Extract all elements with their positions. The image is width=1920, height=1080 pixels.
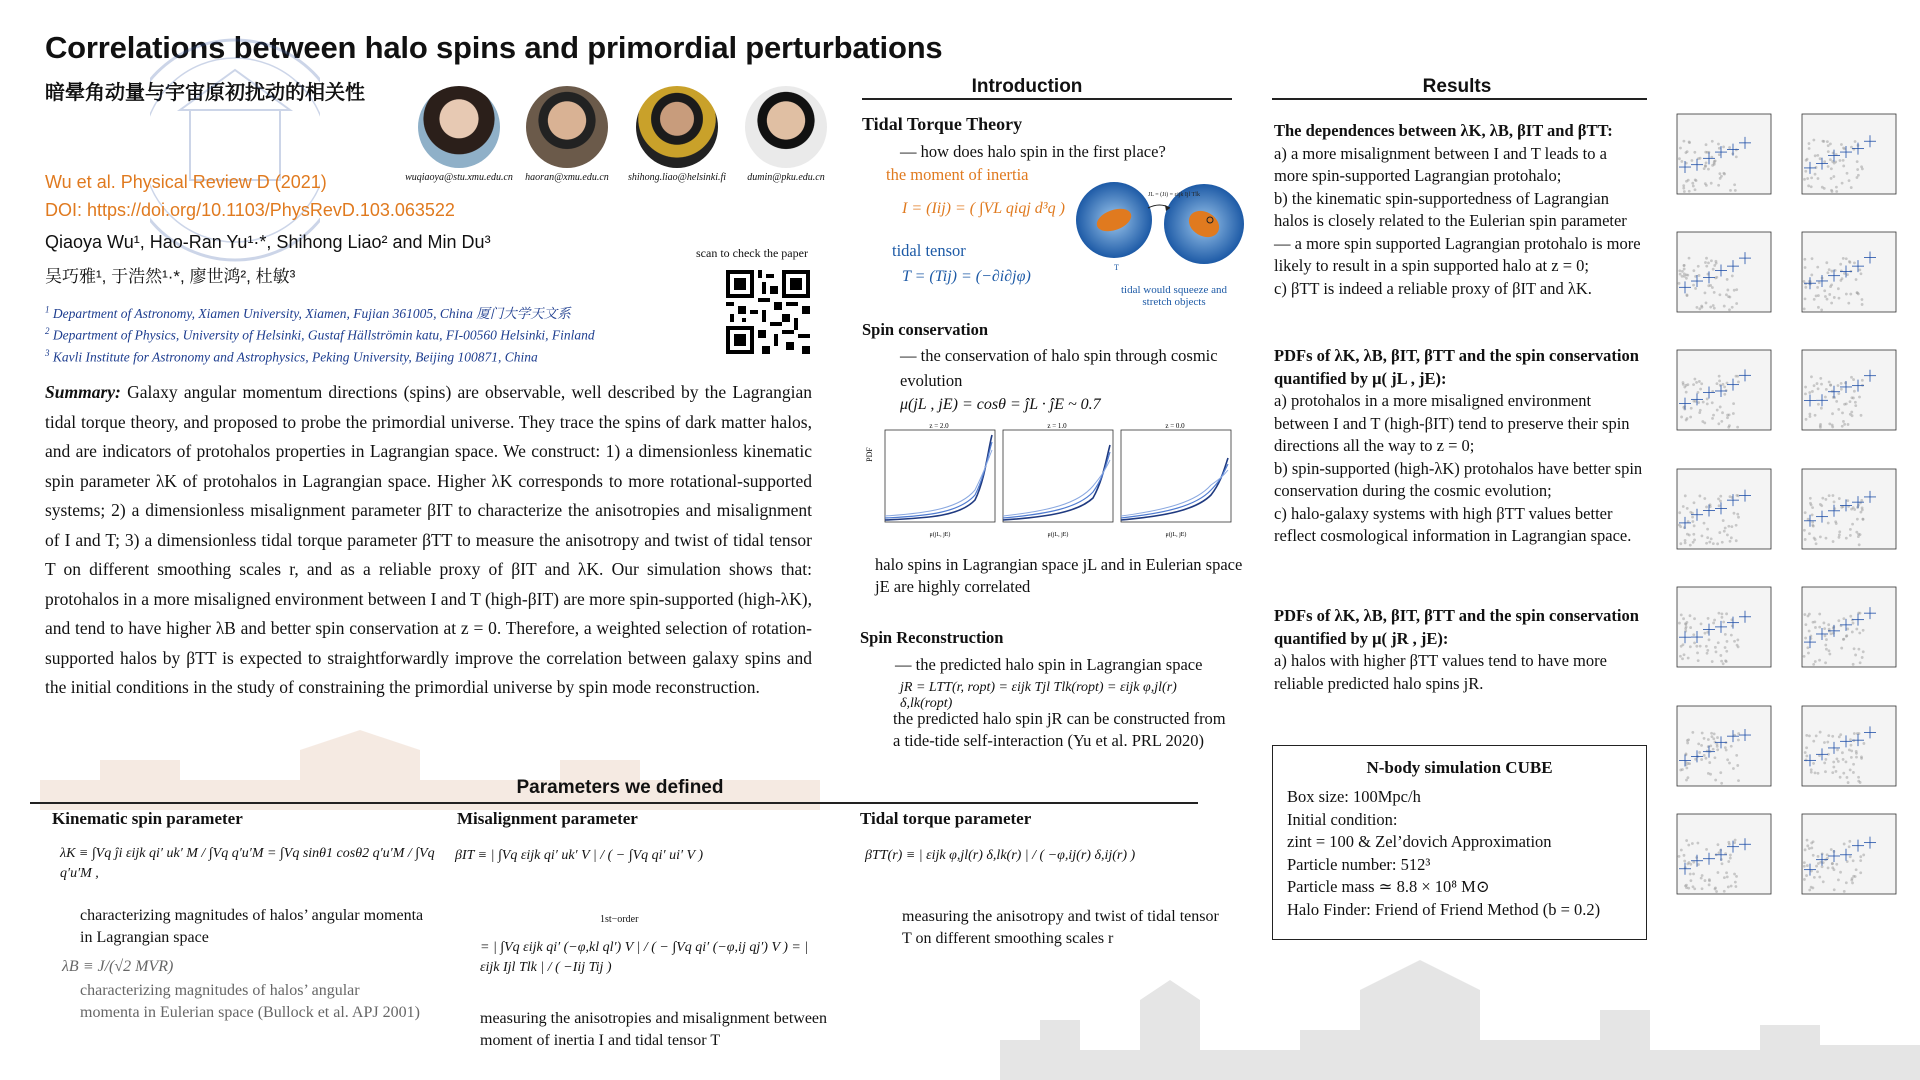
affiliation-1: $^1$ Department of Astronomy, Xiamen University, Xiamen, Fujian 361005, China 厦门大学天文系 [45, 304, 571, 321]
tidal-torque-equation: βTT(r) ≡ | εijk φ,jl(r) δ,lk(r) | / ( −φ,ij(r) δ,ij(r) ) [865, 848, 1136, 863]
result-panel-0-1 [1790, 110, 1900, 210]
result-panel-4-1 [1790, 583, 1900, 683]
author-list-chinese: 吴巧雅¹, 于浩然¹·*, 廖世鸿², 杜敏³ [45, 267, 296, 286]
misalignment-title: Misalignment parameter [457, 809, 638, 828]
panel-z2-label: z = 2.0 [929, 422, 949, 430]
results-block-3-a: a) halos with higher βTT values tend to have more reliable predicted halo spins jR. [1274, 651, 1607, 693]
summary-label: Summary: [45, 382, 121, 402]
results-block-1-title: The dependences between λK, λB, βIT and βTT: [1274, 121, 1613, 140]
results-block-2-b: b) spin-supported (high-λK) protohalos have better spin conservation during the cosmic evolution; [1274, 458, 1643, 500]
tidal-torque-description: measuring the anisotropy and twist of tidal tensor T on different smoothing scales r [902, 908, 1219, 947]
tidal-tensor-label: tidal tensor [892, 241, 966, 260]
author-photo-liao [636, 86, 718, 168]
lambda-b-description: characterizing magnitudes of halos’ angular momenta in Eulerian space (Bullock et al. APJ 2001) [80, 982, 420, 1021]
simulation-title: N-body simulation CUBE [1366, 758, 1553, 777]
kinematic-equation: λK ≡ ∫Vq ĵi εijk qi′ uk′ M / ∫Vq q′u′M = ∫Vq sinθ1 cosθ2 q′u′M / ∫Vq q′u′M , [60, 846, 435, 881]
university-seal-watermark [150, 10, 320, 270]
result-panel-3-0 [1665, 465, 1775, 565]
spin-conservation-title: Spin conservation [862, 320, 989, 339]
simulation-line-3: zint = 100 & Zel’dovich Approximation [1287, 832, 1552, 851]
summary-paragraph [45, 378, 812, 703]
qr-caption: scan to check the paper [696, 246, 808, 260]
simulation-line-1: Box size: 100Mpc/h [1287, 787, 1421, 806]
panel-z0-label: z = 0.0 [1165, 422, 1185, 430]
author-photo-wu [418, 86, 500, 168]
results-rule [1272, 98, 1647, 100]
kinematic-title: Kinematic spin parameter [52, 809, 243, 828]
results-block-1-c: c) βTT is indeed a reliable proxy of βIT and λK. [1274, 278, 1592, 298]
results-block-1 [1274, 120, 1644, 300]
tidal-diagram-caption: tidal would squeeze and stretch objects [1121, 284, 1227, 308]
results-block-1-b: b) the kinematic spin-supportedness of Lagrangian halos is closely related to the Eulerian spin parameter — a more spin supported Lagrangian protohalo is more likely to result in a spin supported halo at z = 0; [1274, 188, 1641, 275]
spin-reconstruction-caption: the predicted halo spin jR can be constructed from a tide-tide self-interaction (Yu et al. PRL 2020) [893, 709, 1226, 750]
affiliation-2: $^2$ Department of Physics, University of Helsinki, Gustaf Hällströmin katu, FI-00560 Helsinki, Finland [45, 326, 595, 343]
results-block-2-c: c) halo-galaxy systems with high βTT values better reflect cosmological information in Lagrangian space. [1274, 503, 1632, 545]
results-block-3-title: PDFs of λK, λB, βIT, βTT and the spin conservation quantified by μ( jR , jE): [1274, 606, 1639, 648]
spin-reconstruction-text: — the predicted halo spin in Lagrangian space [895, 655, 1203, 674]
tidal-tensor-equation: T = (Tij) = (−∂i∂jφ) [902, 268, 1031, 285]
result-panel-6-1 [1790, 810, 1900, 910]
panel-z0-xlabel: μ(jL, jE) [1165, 532, 1187, 538]
poster-title-chinese: 暗晕角动量与宇宙原初扰动的相关性 [45, 82, 365, 104]
panel-z2-xlabel: μ(jL, jE) [929, 532, 951, 538]
summary-text: Galaxy angular momentum directions (spins) are observable, well described by the Lagrangian tidal torque theory, and proposed to probe the primordial universe. They trace the spins of dark matter halos, and are indicators of protohalos properties in Lagrangian space. We construct: 1) a dimensionless kinematic spin parameter λK of protohalos in Lagrangian space. Higher λK corresponds to more rotational-supported systems; 2) a dimensionless misalignment parameter βIT to characterize the anisotropies and misalignment of I and T; 3) a dimensionless tidal torque parameter βTT to measure the anisotropy and twist of tidal tensor T on different smoothing scales r, and as a reliable proxy of βIT and λK. Our simulation shows that: protohalos in a more misaligned environment between I and T (high-βIT) are more spin-supported (high-λK), and tend to have higher λB and better spin conservation at z = 0. Therefore, a weighted selection of rotation-supported halos by βTT is expected to straightforwardly improve the correlation between galaxy spins and the initial conditions in the study of constraining the primordial universe by spin mode reconstruction. [45, 382, 813, 697]
panel-z1-label: z = 1.0 [1047, 422, 1067, 430]
spin-reconstruction-equation: jR = LTT(r, ropt) = εijk Tjl Tlk(ropt) = εijk φ,jl(r) δ,lk(ropt) [900, 680, 1177, 711]
results-block-2-a: a) protohalos in a more misaligned environment between I and T (high-βIT) tend to preserve their spin directions all the way to z = 0; [1274, 391, 1630, 455]
city-skyline-watermark [1000, 930, 1920, 1080]
pdf-panel-z2 [880, 420, 998, 540]
result-panel-1-1 [1790, 228, 1900, 328]
results-block-2-title: PDFs of λK, λB, βIT, βTT and the spin conservation quantified by μ( jL , jE): [1274, 346, 1639, 388]
first-order-label: 1st−order [600, 914, 639, 925]
spin-conservation-text: — the conservation of halo spin through cosmic evolution [900, 346, 1218, 390]
simulation-line-4: Particle number: 512³ [1287, 854, 1431, 874]
results-block-2 [1274, 345, 1644, 548]
affiliation-3: $^3$ Kavli Institute for Astronomy and Astrophysics, Peking University, Beijing 100871, China [45, 348, 538, 365]
result-figures-column [1665, 110, 1910, 910]
spin-conservation-caption: halo spins in Lagrangian space jL and in Eulerian space jE are highly correlated [875, 555, 1243, 596]
parameters-rule [30, 802, 1198, 804]
result-panel-0-0 [1665, 110, 1775, 210]
panel-z1-xlabel: μ(jL, jE) [1047, 532, 1069, 538]
results-heading: Results [1422, 76, 1492, 97]
result-panel-2-1 [1790, 346, 1900, 446]
result-panel-4-0 [1665, 583, 1775, 683]
tidal-torque-theory-title: Tidal Torque Theory [862, 114, 1023, 134]
pdf-panel-z1 [998, 420, 1116, 540]
result-panel-2-0 [1665, 346, 1775, 446]
simulation-line-6: Halo Finder: Friend of Friend Method (b = 0.2) [1287, 899, 1601, 919]
poster-title: Correlations between halo spins and primordial perturbations [45, 30, 943, 65]
result-panel-6-0 [1665, 810, 1775, 910]
spin-conservation-equation: μ(jL , jE) = cosθ = ĵL · ĵE ~ 0.7 [900, 396, 1101, 413]
email-yu[interactable]: haoran@xmu.edu.cn [525, 172, 609, 183]
qr-code-icon[interactable] [726, 270, 810, 354]
moment-of-inertia-label: the moment of inertia [886, 165, 1029, 184]
simulation-box [1272, 745, 1647, 940]
email-liao[interactable]: shihong.liao@helsinki.fi [627, 172, 727, 183]
misalignment-equation-1: βIT ≡ | ∫Vq εijk qi′ uk′ V | / ( − ∫Vq qi′ ui′ V ) [455, 848, 703, 863]
tidal-torque-diagram [1074, 168, 1244, 278]
results-block-1-a: a) a more misalignment between I and T leads to a more spin-supported Lagrangian protohalo; [1274, 143, 1607, 185]
citation-link[interactable]: Wu et al. Physical Review D (2021) [45, 172, 327, 192]
misalignment-equation-2: = | ∫Vq εijk qi′ (−φ,kl ql′) V | / ( − ∫Vq qi′ (−φ,ij qj′) V ) = | εijk Ijl Tlk | / ( −Iij Tij ) [480, 940, 809, 975]
author-photo-yu [526, 86, 608, 168]
email-du[interactable]: dumin@pku.edu.cn [747, 172, 825, 183]
introduction-heading: Introduction [971, 76, 1083, 97]
result-panel-1-0 [1665, 228, 1775, 328]
spin-conservation-plots [862, 420, 1237, 540]
simulation-line-5: Particle mass ≃ 8.8 × 10⁸ M⊙ [1287, 877, 1490, 896]
author-photo-du [745, 86, 827, 168]
moment-of-inertia-equation: I = (Iij) = ( ∫VL qiqj d³q ) [902, 200, 1065, 217]
misalignment-description: measuring the anisotropies and misalignment between moment of inertia I and tidal tensor T [480, 1010, 828, 1049]
results-block-3 [1274, 605, 1644, 695]
lambda-b-equation: λB ≡ J/(√2 MVR) [62, 958, 174, 975]
result-panel-5-1 [1790, 702, 1900, 802]
doi-link[interactable]: DOI: https://doi.org/10.1103/PhysRevD.103.063522 [45, 200, 455, 220]
email-wu[interactable]: wuqiaoya@stu.xmu.edu.cn [405, 172, 513, 183]
simulation-line-2: Initial condition: [1287, 809, 1398, 829]
pdf-panel-z0 [1116, 420, 1234, 540]
result-panel-5-0 [1665, 702, 1775, 802]
diagram-t-label: T [1114, 263, 1119, 272]
spin-reconstruction-title: Spin Reconstruction [860, 628, 1004, 647]
tidal-torque-title: Tidal torque parameter [860, 809, 1032, 828]
parameters-heading: Parameters we defined [516, 777, 724, 798]
tidal-torque-question: — how does halo spin in the first place? [900, 142, 1166, 161]
result-panel-3-1 [1790, 465, 1900, 565]
introduction-rule [862, 98, 1232, 100]
pdf-ylabel: PDF [864, 447, 874, 462]
author-list: Qiaoya Wu¹, Hao-Ran Yu¹·*, Shihong Liao² and Min Du³ [45, 232, 491, 252]
kinematic-description: characterizing magnitudes of halos’ angular momenta in Lagrangian space [80, 907, 424, 946]
diagram-jl-label: JL = (Ji) = εijk Ijl Tlk [1148, 192, 1200, 198]
